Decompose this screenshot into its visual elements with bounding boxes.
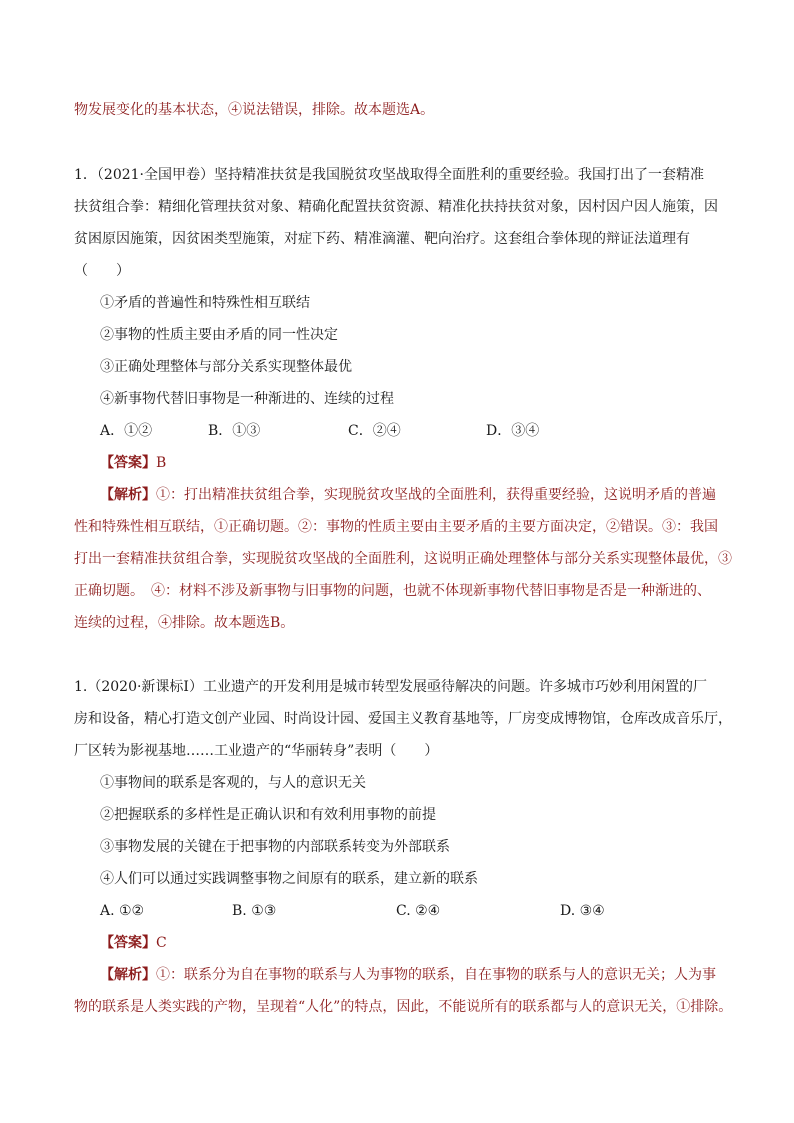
q1-option-b: B．①③: [208, 423, 261, 439]
q1-option-c: C．②④: [348, 423, 401, 439]
q1-statement-3: ③正确处理整体与部分关系实现整体最优: [100, 359, 352, 375]
q1-option-d: D．③④: [486, 423, 540, 439]
q1-analysis-line-2: 性和特殊性相互联结，①正确切题。②：事物的性质主要由主要矛盾的主要方面决定，②错误。③：我国: [74, 519, 718, 535]
q2-option-a: A. ①②: [100, 903, 145, 919]
q2-answer-value: C: [156, 935, 167, 951]
q2-answer-label: 【答案】: [100, 935, 156, 951]
q1-statement-4: ④新事物代替旧事物是一种渐进的、连续的过程: [100, 391, 394, 407]
q2-stem-line-3: 厂区转为影视基地……工业遗产的“华丽转身”表明（ ）: [74, 743, 439, 759]
q1-option-a: A．①②: [100, 423, 153, 439]
q2-analysis-line-1: [100, 965, 716, 985]
q2-stem-line-2: 房和设备，精心打造文创产业园、时尚设计园、爱国主义教育基地等，厂房变成博物馆，仓库改成音乐厅，: [74, 711, 732, 727]
q1-analysis-line-1: [100, 485, 716, 505]
q2-analysis-text-1: ①：联系分为自在事物的联系与人为事物的联系，自在事物的联系与人的意识无关；人为事: [156, 967, 716, 983]
q2-option-d: D. ③④: [560, 903, 605, 919]
q1-stem-line-3: 贫困原因施策，因贫困类型施策，对症下药、精准滴灌、靶向治疗。这套组合拳体现的辩证法道理有: [74, 231, 690, 247]
q1-stem-line-1: 1．（2021·全国甲卷）坚持精准扶贫是我国脱贫攻坚战取得全面胜利的重要经验。我国打出了一套精准: [74, 167, 704, 183]
q2-statement-4: ④人们可以通过实践调整事物之间原有的联系，建立新的联系: [100, 871, 478, 887]
q2-statement-2: ②把握联系的多样性是正确认识和有效利用事物的前提: [100, 807, 436, 823]
q1-statement-1: ①矛盾的普遍性和特殊性相互联结: [100, 295, 310, 311]
q2-analysis-line-2: 物的联系是人类实践的产物，呈现着“人化”的特点，因此，不能说所有的联系都与人的意识无关，①排除。: [74, 999, 733, 1015]
q1-answer-label: 【答案】: [100, 455, 156, 471]
q1-analysis-line-3: 打出一套精准扶贫组合拳，实现脱贫攻坚战的全面胜利，这说明正确处理整体与部分关系实现整体最优，③: [74, 551, 732, 567]
q2-analysis-label: 【解析】: [100, 967, 156, 983]
q1-answer-value: B: [156, 455, 167, 471]
q1-analysis-text-1: ①：打出精准扶贫组合拳，实现脱贫攻坚战的全面胜利，获得重要经验，这说明矛盾的普遍: [156, 487, 716, 503]
q1-answer: [100, 453, 166, 473]
q2-stem-line-1: 1.（2020·新课标Ⅰ）工业遗产的开发利用是城市转型发展亟待解决的问题。许多城市巧妙利用闲置的厂: [74, 679, 707, 695]
q1-analysis-line-4: 正确切题。 ④：材料不涉及新事物与旧事物的问题，也就不体现新事物代替旧事物是否是一种渐进的、: [74, 583, 711, 599]
q2-statement-1: ①事物间的联系是客观的，与人的意识无关: [100, 775, 366, 791]
q1-analysis-line-5: 连续的过程，④排除。故本题选B。: [74, 615, 295, 631]
previous-analysis-tail: 物发展变化的基本状态，④说法错误，排除。故本题选A。: [74, 102, 435, 118]
q1-stem-line-4: （ ）: [74, 263, 130, 279]
q2-option-c: C. ②④: [396, 903, 441, 919]
q1-analysis-label: 【解析】: [100, 487, 156, 503]
q2-statement-3: ③事物发展的关键在于把事物的内部联系转变为外部联系: [100, 839, 450, 855]
q1-stem-line-2: 扶贫组合拳：精细化管理扶贫对象、精确化配置扶贫资源、精准化扶持扶贫对象，因村因户因人施策，因: [74, 199, 718, 215]
q2-answer: [100, 933, 167, 953]
q2-option-b: B. ①③: [232, 903, 277, 919]
q1-statement-2: ②事物的性质主要由矛盾的同一性决定: [100, 327, 338, 343]
